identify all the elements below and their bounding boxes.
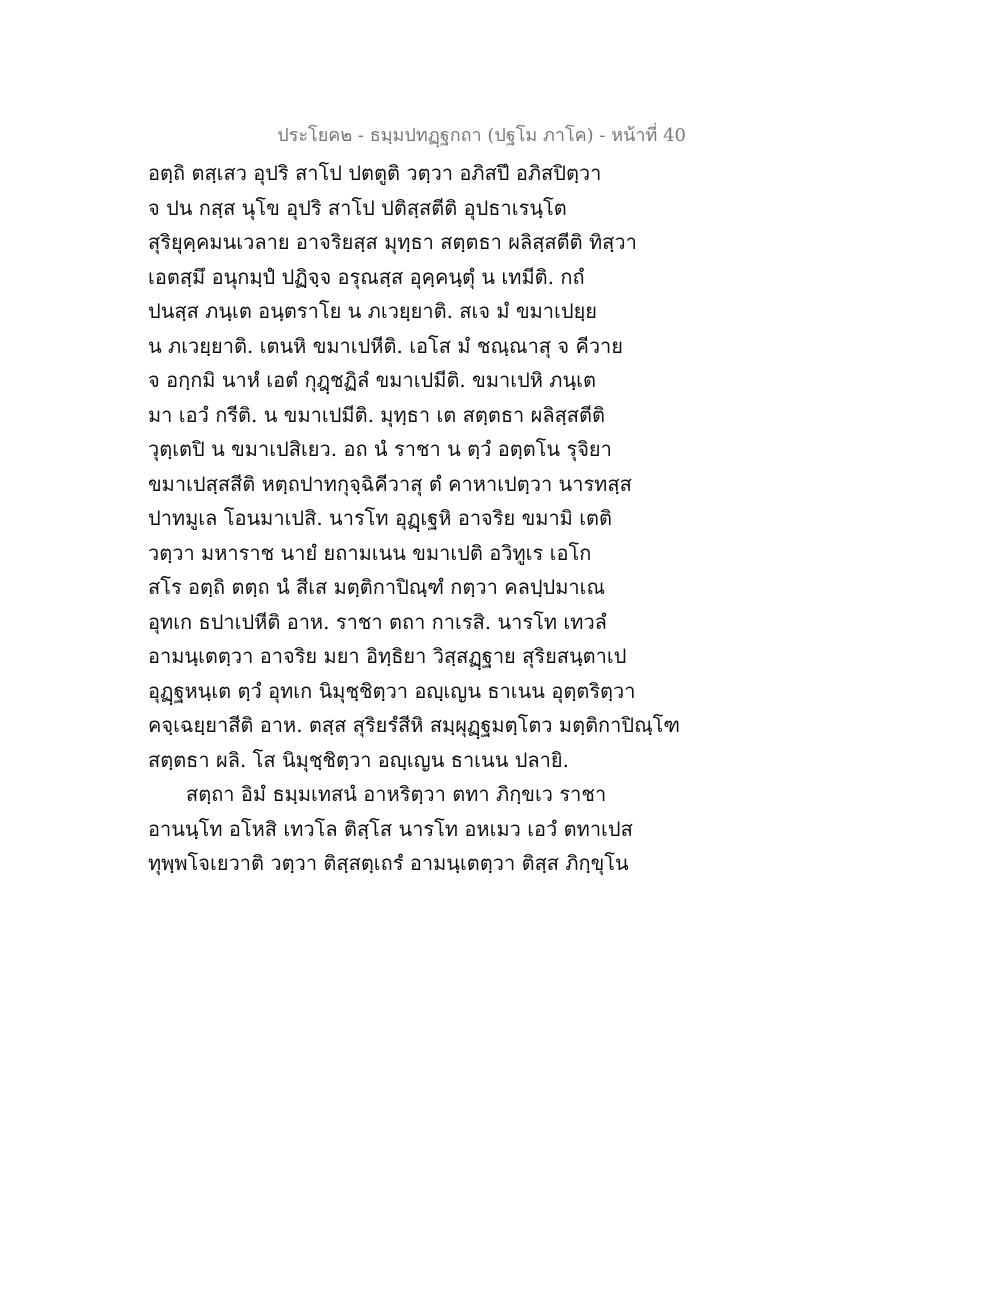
text-line: น ภเวยฺยาติ. เตนหิ ขมาเปหีติ. เอโส มํ ชณฺณาสุ จ คีวาย — [148, 333, 623, 358]
text-line: ทุพฺพโจเยวาติ วตฺวา ติสฺสตฺเถรํ อามนฺเตตฺวา ติสฺส ภิกฺขุโน — [148, 851, 629, 875]
text-line: คจฺเฉยฺยาสีติ อาห. ตสฺส สุริยรํสีหิ สมฺผุฏฺฐมตฺโตว มตฺติกาปิณฺโฑ — [148, 713, 680, 737]
text-line: อตฺถิ ตสฺเสว อุปริ สาโป ปตตูติ วตฺวา อภิสปึ อภิสปิตฺวา — [148, 161, 602, 185]
text-line: สโร อตฺถิ ตตฺถ นํ สีเส มตฺติกาปิณฺฑํ กตฺวา คลปฺปมาเณ — [148, 575, 606, 599]
text-line: อุทเก ธปาเปหีติ อาห. ราชา ตถา กาเรสิ. นารโท เทวลํ — [148, 609, 607, 634]
text-line: จ อกฺกมิ นาหํ เอตํ กุฎฺชฏิลํ ขมาเปมีติ. ขมาเปหิ ภนฺเต — [148, 368, 596, 392]
text-line: อุฏฺฐหนฺเต ตฺวํ อุทเก นิมุชฺชิตฺวา อญฺเญน ธาเนน อุตฺตริตฺวา — [148, 678, 636, 703]
text-line: จ ปน กสฺส นุโข อุปริ สาโป ปติสฺสตีติ อุปธาเรนฺโต — [148, 195, 567, 220]
text-line: วตฺวา มหาราช นายํ ยถามเนน ขมาเปติ อวิทูเร เอโก — [148, 540, 592, 565]
text-line: ปาทมูเล โอนมาเปสิ. นารโท อุฏฺเฐหิ อาจริย ขมามิ เตติ — [148, 506, 613, 530]
body-text — [148, 156, 688, 881]
text-line: อานนฺโท อโหสิ เทวโล ติสฺโส นารโท อหเมว เอวํ ตทาเปส — [148, 816, 633, 841]
text-line: เอตสฺมึ อนุกมฺปํ ปฏิจฺจ อรุณสฺส อุคฺคนฺตุํ น เทมีติ. กถํ — [148, 264, 585, 289]
paragraph-start-line: สตฺถา อิมํ ธมฺมเทสนํ อาหริตฺวา ตทา ภิกฺขเว ราชา — [186, 782, 607, 806]
text-line: สตฺตธา ผลิ. โส นิมุชฺชิตฺวา อญฺเญน ธาเนน ปลายิ. — [148, 747, 569, 772]
text-line: สุริยุคฺคมนเวลาย อาจริยสฺส มุทฺธา สตฺตธา ผลิสฺสตีติ ทิสฺวา — [148, 230, 637, 254]
text-line: อามนฺเตตฺวา อาจริย มยา อิทฺธิยา วิสฺสฏฺฐาย สุริยสนฺตาเป — [148, 644, 627, 668]
text-line: มา เอวํ กรีติ. น ขมาเปมีติ. มุทฺธา เต สตฺตธา ผลิสฺสตีติ — [148, 402, 605, 427]
running-header: ประโยค๒ - ธมฺมปทฏฺฐกถา (ปฐโม ภาโค) - หน้าที่ 40 — [277, 125, 686, 146]
text-line: ขมาเปสฺสสีติ หตฺถปาทกุจฺฉิคีวาสุ ตํ คาหาเปตฺวา นารทสฺส — [148, 471, 632, 496]
text-line: วุตฺเตปิ น ขมาเปสิเยว. อถ นํ ราชา น ตฺวํ อตฺตโน รุจิยา — [148, 437, 612, 461]
text-line: ปนสฺส ภนฺเต อนฺตราโย น ภเวยฺยาติ. สเจ มํ ขมาเปยฺย — [148, 299, 598, 323]
